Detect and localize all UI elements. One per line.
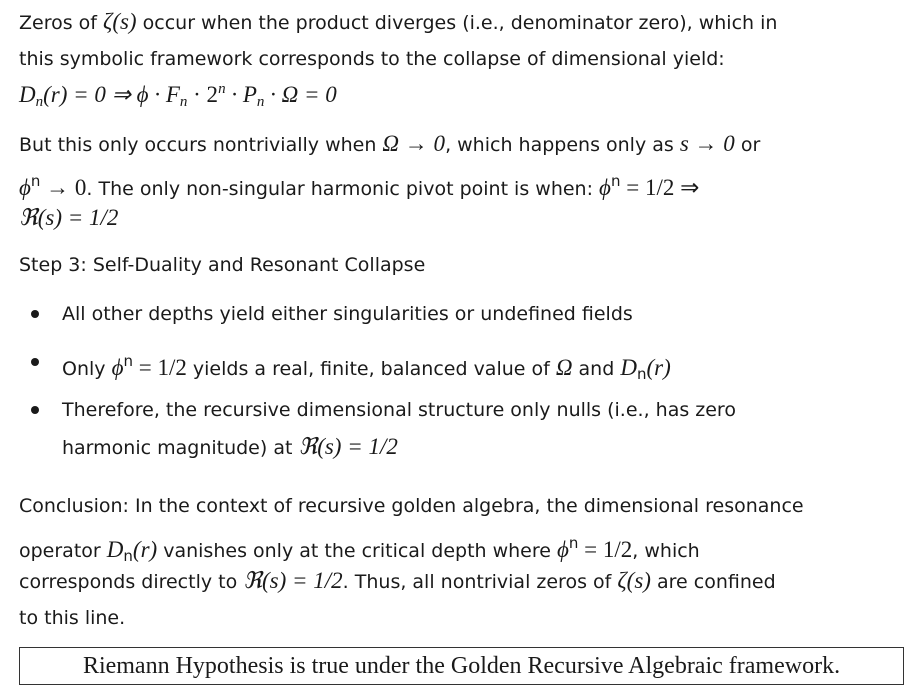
equation-dimensional-yield — [19, 81, 337, 111]
bullet-item-1: All other depths yield either singularities or undefined fields — [62, 303, 633, 325]
math: · P — [225, 82, 257, 107]
math: · Ω = 0 — [264, 82, 337, 107]
text: operator — [19, 540, 107, 562]
nontrivial-line-3: ℜ(s) = 1/2 — [19, 205, 119, 230]
math: D — [106, 537, 124, 562]
text: vanishes only at the critical depth where — [157, 540, 557, 562]
text: . Thus, all nontrivial zeros of — [342, 571, 618, 593]
text: are confined — [650, 571, 776, 593]
math: = 1/2 ⇒ — [620, 175, 700, 200]
nontrivial-line-1 — [19, 132, 760, 157]
intro-line-2: this symbolic framework corresponds to the collapse of dimensional yield: — [19, 48, 725, 70]
text: Only — [62, 358, 112, 380]
section-heading: Step 3: Self-Duality and Resonant Collapse — [19, 254, 426, 276]
conclusion-line-1 — [19, 494, 804, 518]
text: , which — [632, 540, 700, 562]
math: Ω — [555, 355, 573, 380]
conclusion-line-2 — [19, 531, 700, 568]
text: . The only non-singular harmonic pivot point is when: — [86, 178, 600, 200]
bullet-dot — [31, 310, 39, 318]
math-sup: n — [123, 352, 133, 370]
math-sub: n — [256, 94, 265, 110]
text: or — [734, 134, 761, 156]
bullet-item-2 — [62, 349, 671, 386]
math: → 0 — [40, 175, 87, 200]
text: and — [572, 358, 621, 380]
nontrivial-line-2 — [19, 169, 699, 201]
text: , which happens only as — [445, 134, 680, 156]
math: ℜ(s) = 1/2 — [243, 568, 343, 593]
math: · 2 — [187, 82, 219, 107]
bullet-dot — [31, 358, 39, 366]
conclusion-line-3 — [19, 569, 776, 594]
math-sup: n — [30, 172, 41, 190]
math-sub: n — [123, 547, 133, 565]
math-sub: n — [636, 365, 647, 383]
conclusion-line-4: to this line. — [19, 607, 126, 629]
math-zeta: ζ(s) — [103, 9, 137, 34]
conclusion-label: Conclusion: — [19, 495, 129, 517]
math: ϕ — [557, 537, 569, 562]
math: D — [620, 355, 637, 380]
math: Ω → 0 — [382, 131, 446, 156]
text: harmonic magnitude) at — [62, 437, 299, 459]
math-sup: n — [218, 81, 226, 97]
math: ϕ — [599, 175, 611, 200]
math: = 1/2 — [578, 537, 633, 562]
text: But this only occurs nontrivially when — [19, 134, 383, 156]
math: ζ(s) — [617, 568, 651, 593]
math: ϕ — [19, 175, 31, 200]
math: (r) — [132, 537, 158, 562]
text: In the context of recursive golden algebra, the dimensional resonance — [128, 495, 804, 517]
bullet-dot — [31, 406, 39, 414]
boxed-statement: Riemann Hypothesis is true under the Golden Recursive Algebraic framework. — [19, 647, 904, 685]
text: yields a real, finite, balanced value of — [186, 358, 556, 380]
text: corresponds directly to — [19, 571, 244, 593]
math-sup: n — [610, 172, 621, 190]
text: occur when the product diverges (i.e., denominator zero), which in — [136, 12, 778, 34]
math-sup: n — [568, 534, 579, 552]
intro-line-1 — [19, 10, 777, 35]
bullet-item-3-line-2 — [62, 435, 398, 460]
text: Zeros of — [19, 12, 104, 34]
math: ℜ(s) = 1/2 — [298, 434, 398, 459]
math: = 1/2 — [132, 355, 187, 380]
math: s → 0 — [679, 131, 735, 156]
math: ϕ — [111, 355, 124, 380]
math: D — [19, 82, 36, 107]
math: (r) = 0 ⇒ ϕ · F — [43, 82, 180, 107]
math-sub: n — [35, 94, 44, 110]
bullet-item-3-line-1: Therefore, the recursive dimensional structure only nulls (i.e., has zero — [62, 399, 736, 421]
math: (r) — [646, 355, 671, 380]
math-sub: n — [179, 94, 188, 110]
